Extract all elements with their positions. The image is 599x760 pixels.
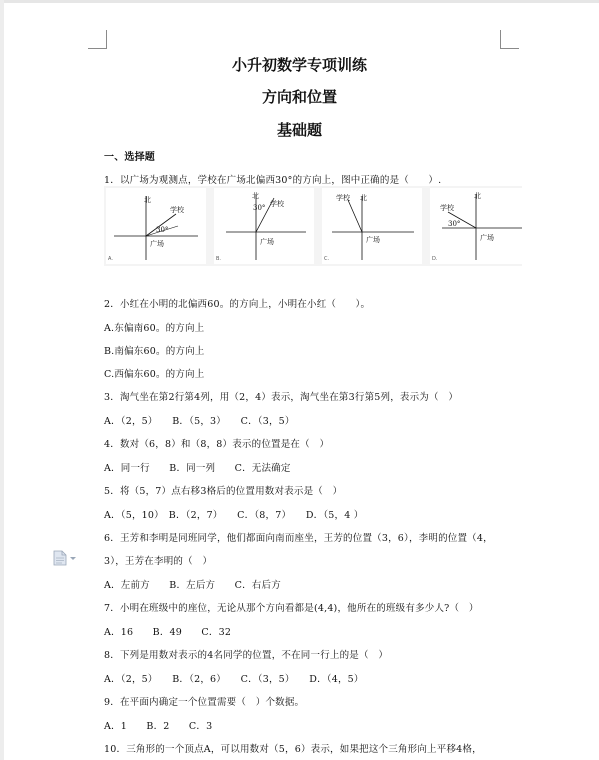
page-edge-left [0,0,4,760]
document-subtitle: 方向和位置 [261,88,337,106]
figure-option-b [214,188,314,264]
question-7-options: A．16 B．49 C．32 [104,627,232,638]
question-5-options: A．（5，10） B．（2，7） C．（8，7） D．（5，4 ） [104,510,364,521]
question-9-options: A．1 B．2 C．3 [104,721,213,732]
option-letter-c: C. [324,256,330,262]
question-8-options: A．（2，5） B．（2，6） C．（3，5） D．（4，5） [104,674,364,685]
figure-option-c [322,188,422,264]
option-letter-a: A. [108,256,113,262]
page-edge-top [0,0,599,3]
square-label-b: 广场 [260,238,274,246]
square-label-a: 广场 [150,240,164,248]
question-7: 7．小明在班级中的座位，无论从那个方向看都是(4,4)，他所在的班级有多少人?（ ） [104,603,479,614]
margin-corner-top-left [88,30,107,49]
question-3: 3．淘气坐在第2行第4列，用（2，4）表示，淘气坐在第3行第5列，表示为（ ） [104,392,459,403]
angle-label-d: 30° [448,220,461,228]
difficulty-heading: 基础题 [276,121,322,139]
question-3-options: A．（2，5） B．（5，3） C．（3，5） [104,416,295,427]
question-2: 2．小红在小明的北偏西60。的方向上，小明在小红（ ）。 [104,299,371,310]
question-2-option-c: C.西偏东60。的方向上 [104,369,205,380]
option-letter-b: B. [216,256,222,262]
document-title: 小升初数学专项训练 [231,56,367,74]
question-6-options: A．左前方 B．左后方 C．右后方 [104,580,281,591]
section-heading: 一、选择题 [104,152,155,163]
question-6: 6．王芳和李明是同班同学，他们都面向南而座坐，王芳的位置（3，6），李明的位置（4， [104,533,493,544]
school-label-c: 学校 [336,194,350,202]
option-letter-d: D. [432,256,438,262]
north-label-a: 北 [144,196,151,204]
question-2-option-b: B.南偏东60。的方向上 [104,346,205,357]
question-6-continued: 3），王芳在李明的（ ） [104,556,213,567]
question-1: 1．以广场为观测点，学校在广场北偏西30°的方向上，图中正确的是（ ）. [104,175,442,186]
school-label-d: 学校 [440,204,454,212]
north-label-b: 北 [252,192,259,200]
question-2-option-a: A.东偏南60。的方向上 [104,323,205,334]
figure-option-a [106,188,206,264]
question-4-options: A．同一行 B．同一列 C．无法确定 [104,463,291,474]
figure-option-d [430,188,530,264]
question-10: 10．三角形的一个顶点A，可以用数对（5，6）表示，如果把这个三角形向上平移4格， [104,744,482,755]
question-9: 9．在平面内确定一个位置需要（ ）个数据。 [104,697,305,708]
question-8: 8．下列是用数对表示的4名同学的位置，不在同一行上的是（ ） [104,650,389,661]
school-label-a: 学校 [170,206,184,214]
document-menu-icon[interactable] [52,550,78,570]
question-5: 5．将（5，7）点右移3格后的位置用数对表示是（ ） [104,486,343,497]
question-4: 4．数对（6，8）和（8，8）表示的位置是在（ ） [104,439,330,450]
angle-label-b: 30° [253,204,266,212]
margin-corner-top-right [500,30,519,49]
square-label-d: 广场 [480,234,494,242]
square-label-c: 广场 [366,236,380,244]
north-label-d: 北 [474,192,481,200]
school-label-b: 学校 [270,200,284,208]
angle-label-a: 30° [156,226,169,234]
north-label-c: 北 [360,194,367,202]
